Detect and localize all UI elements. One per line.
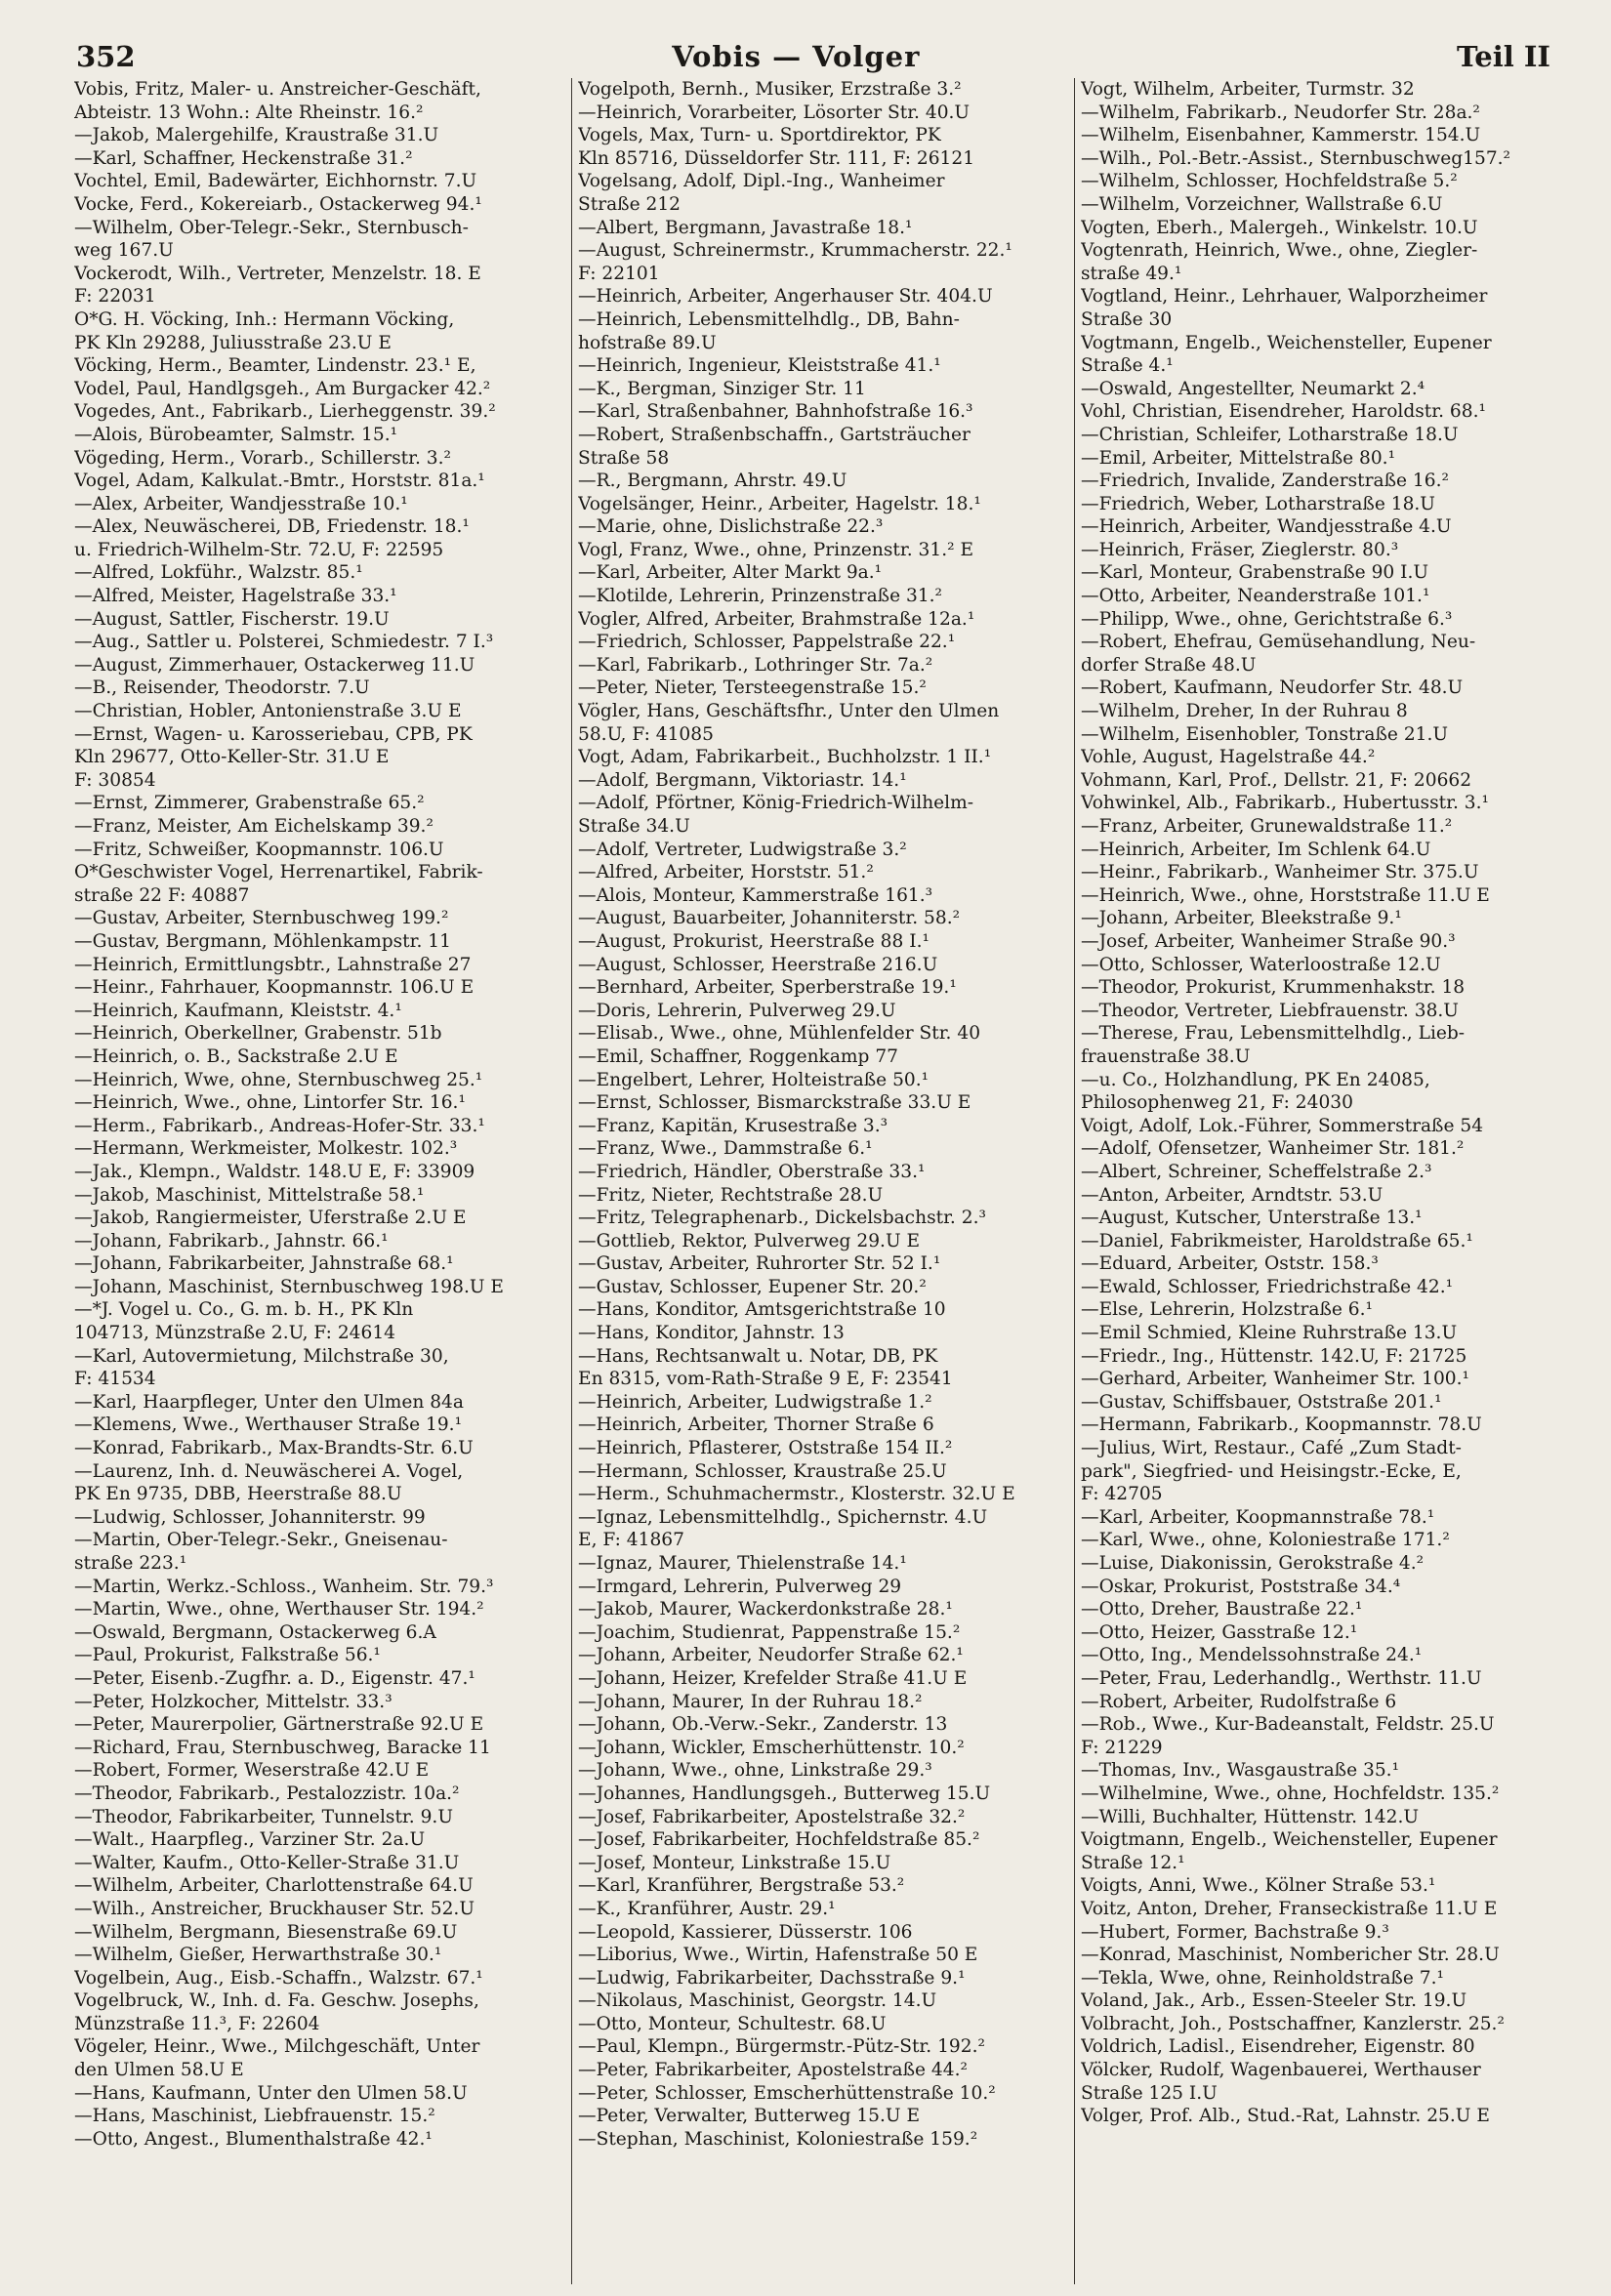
directory-entry: —Fritz, Nieter, Rechtstraße 28.U — [578, 1184, 884, 1206]
directory-entry: —Josef, Monteur, Linkstraße 15.U — [578, 1852, 891, 1873]
directory-entry: —Adolf, Ofensetzer, Wanheimer Str. 181.² — [1081, 1138, 1465, 1160]
directory-entry: —Paul, Prokurist, Falkstraße 56.¹ — [74, 1645, 381, 1666]
directory-entry: straße 223.¹ — [74, 1553, 187, 1574]
directory-entry: —Josef, Arbeiter, Wanheimer Straße 90.³ — [1081, 930, 1456, 952]
directory-entry: Voldrich, Ladisl., Eisendreher, Eigenstr. 80 — [1081, 2036, 1475, 2058]
column-right — [1074, 78, 1577, 2284]
directory-entry: straße 22 F: 40887 — [74, 884, 250, 906]
directory-entry: —Karl, Schaffner, Heckenstraße 31.² — [74, 147, 413, 169]
directory-entry: F: 21229 — [1081, 1737, 1163, 1758]
directory-entry: Vogler, Alfred, Arbeiter, Brahmstraße 12a.¹ — [578, 608, 975, 630]
directory-entry: —Heinrich, Fräser, Zieglerstr. 80.³ — [1081, 539, 1399, 560]
directory-entry: —Peter, Fabrikarbeiter, Apostelstraße 44.² — [578, 2060, 968, 2081]
directory-entry: —Fritz, Schweißer, Koopmannstr. 106.U — [74, 839, 444, 860]
directory-entry: —Friedrich, Schlosser, Pappelstraße 22.¹ — [578, 632, 956, 653]
directory-entry: Kln 29677, Otto-Keller-Str. 31.U E — [74, 747, 390, 768]
running-head: Vobis — Volger — [672, 40, 921, 73]
directory-entry: —Wilhelm, Vorzeichner, Wallstraße 6.U — [1081, 193, 1443, 215]
directory-entry: —August, Schlosser, Heerstraße 216.U — [578, 954, 938, 975]
directory-entry: 104713, Münzstraße 2.U, F: 24614 — [74, 1323, 395, 1344]
directory-entry: —Alfred, Arbeiter, Horststr. 51.² — [578, 862, 874, 883]
directory-entry: Volbracht, Joh., Postschaffner, Kanzlerstr. 25.² — [1081, 2013, 1505, 2034]
directory-entry: —Theodor, Prokurist, Krummenhakstr. 18 — [1081, 977, 1466, 999]
directory-entry: —Wilhelm, Arbeiter, Charlottenstraße 64.U — [74, 1875, 474, 1897]
directory-entry: —Franz, Meister, Am Eichelskamp 39.² — [74, 816, 434, 837]
directory-entry: —Karl, Haarpfleger, Unter den Ulmen 84a — [74, 1391, 464, 1413]
directory-entry: —Julius, Wirt, Restaur., Café „Zum Stadt- — [1081, 1438, 1462, 1459]
directory-entry: —Wilhelm, Eisenbahner, Kammerstr. 154.U — [1081, 125, 1481, 146]
directory-entry: —Robert, Straßenbschaffn., Gartsträucher — [578, 424, 971, 445]
directory-entry: —Elisab., Wwe., ohne, Mühlenfelder Str. 40 — [578, 1023, 981, 1045]
directory-entry: Münzstraße 11.³, F: 22604 — [74, 2013, 320, 2034]
page-number: 352 — [76, 40, 136, 73]
directory-entry: —August, Bauarbeiter, Johanniterstr. 58.² — [578, 908, 961, 929]
directory-entry: Vohle, August, Hagelstraße 44.² — [1081, 747, 1376, 768]
directory-entry: —Friedr., Ing., Hüttenstr. 142.U, F: 21725 — [1081, 1345, 1467, 1367]
directory-entry: —Adolf, Pförtner, König-Friedrich-Wilhelm- — [578, 793, 974, 814]
directory-entry: Straße 125 I.U — [1081, 2082, 1218, 2104]
directory-entry: —Karl, Straßenbahner, Bahnhofstraße 16.³ — [578, 401, 973, 423]
directory-entry: Vogt, Adam, Fabrikarbeit., Buchholzstr. 1 II.¹ — [578, 747, 992, 768]
directory-entry: —Heinrich, Wwe, ohne, Sternbuschweg 25.¹ — [74, 1069, 483, 1090]
directory-entry: PK En 9735, DBB, Heerstraße 88.U — [74, 1484, 402, 1505]
directory-entry: —Heinrich, Ingenieur, Kleiststraße 41.¹ — [578, 355, 941, 377]
directory-entry: —Heinrich, Wwe., ohne, Lintorfer Str. 16.¹ — [74, 1092, 466, 1114]
directory-entry: —Walter, Kaufm., Otto-Keller-Straße 31.U — [74, 1852, 460, 1873]
directory-entry: —Johann, Arbeiter, Neudorfer Straße 62.¹ — [578, 1645, 964, 1666]
directory-entry: u. Friedrich-Wilhelm-Str. 72.U, F: 22595 — [74, 539, 444, 560]
directory-entry: —Franz, Arbeiter, Grunewaldstraße 11.² — [1081, 816, 1453, 837]
directory-entry: —K., Kranführer, Austr. 29.¹ — [578, 1898, 836, 1919]
directory-entry: —August, Prokurist, Heerstraße 88 I.¹ — [578, 930, 929, 952]
directory-entry: —Emil, Schaffner, Roggenkamp 77 — [578, 1046, 899, 1067]
directory-entry: Straße 34.U — [578, 816, 690, 837]
directory-entry: —R., Bergmann, Ahrstr. 49.U — [578, 471, 847, 492]
directory-entry: —Ernst, Wagen- u. Karosseriebau, CPB, PK — [74, 723, 473, 745]
directory-entry: Kln 85716, Düsseldorfer Str. 111, F: 26121 — [578, 147, 975, 169]
directory-entry: —Hermann, Schlosser, Kraustraße 25.U — [578, 1460, 947, 1482]
directory-entry: —Ludwig, Schlosser, Johanniterstr. 99 — [74, 1506, 426, 1528]
directory-entry: —Gottlieb, Rektor, Pulverweg 29.U E — [578, 1230, 921, 1251]
directory-entry: —Tekla, Wwe, ohne, Reinholdstraße 7.¹ — [1081, 1967, 1444, 1988]
directory-entry: —Martin, Werkz.-Schloss., Wanheim. Str. 79.³ — [74, 1576, 494, 1597]
directory-entry: —Gustav, Schiffsbauer, Oststraße 201.¹ — [1081, 1391, 1442, 1413]
directory-entry: —Oswald, Bergmann, Ostackerweg 6.A — [74, 1621, 436, 1643]
directory-entry: —Wilhelm, Dreher, In der Ruhrau 8 — [1081, 701, 1408, 722]
directory-entry: —Karl, Arbeiter, Alter Markt 9a.¹ — [578, 562, 883, 584]
directory-entry: —Peter, Maurerpolier, Gärtnerstraße 92.U E — [74, 1714, 484, 1736]
directory-entry: den Ulmen 58.U E — [74, 2060, 244, 2081]
directory-entry: PK Kln 29288, Juliusstraße 23.U E — [74, 332, 392, 353]
directory-entry: —Ernst, Zimmerer, Grabenstraße 65.² — [74, 793, 425, 814]
directory-entry: —Theodor, Vertreter, Liebfrauenstr. 38.U — [1081, 1000, 1459, 1021]
directory-entry: En 8315, vom-Rath-Straße 9 E, F: 23541 — [578, 1369, 953, 1390]
directory-entry: 58.U, F: 41085 — [578, 723, 714, 745]
directory-entry: —August, Schreinermstr., Krummacherstr. 22.¹ — [578, 240, 1012, 262]
directory-entry: —Peter, Nieter, Tersteegenstraße 15.² — [578, 677, 927, 699]
directory-entry: Straße 12.¹ — [1081, 1852, 1185, 1873]
directory-entry: Vohwinkel, Alb., Fabrikarb., Hubertusstr. 3.¹ — [1081, 793, 1489, 814]
directory-entry: F: 41534 — [74, 1369, 156, 1390]
directory-entry: Straße 4.¹ — [1081, 355, 1174, 377]
directory-entry: —Karl, Fabrikarb., Lothringer Str. 7a.² — [578, 654, 933, 676]
directory-entry: Vogelbein, Aug., Eisb.-Schaffn., Walzstr. 67.¹ — [74, 1967, 483, 1988]
directory-entry: —Heinr., Fabrikarb., Wanheimer Str. 375.U — [1081, 862, 1479, 883]
directory-entry: —Otto, Heizer, Gasstraße 12.¹ — [1081, 1621, 1358, 1643]
directory-entry: —Aug., Sattler u. Polsterei, Schmiedestr. 7 I.³ — [74, 632, 494, 653]
directory-entry: —Otto, Arbeiter, Neanderstraße 101.¹ — [1081, 586, 1430, 607]
directory-entry: —Otto, Dreher, Baustraße 22.¹ — [1081, 1599, 1363, 1620]
directory-entry: —Peter, Eisenb.-Zugfhr. a. D., Eigenstr. 47.¹ — [74, 1667, 475, 1689]
directory-entry: —u. Co., Holzhandlung, PK En 24085, — [1081, 1069, 1430, 1090]
directory-entry: —Konrad, Maschinist, Nombericher Str. 28.U — [1081, 1945, 1500, 1966]
directory-entry: —Otto, Monteur, Schultestr. 68.U — [578, 2013, 887, 2034]
directory-entry: —Ludwig, Fabrikarbeiter, Dachsstraße 9.¹ — [578, 1967, 966, 1988]
directory-entry: —Richard, Frau, Sternbuschweg, Baracke 11 — [74, 1737, 491, 1758]
directory-entry: Philosophenweg 21, F: 24030 — [1081, 1092, 1353, 1114]
directory-entry: —Thomas, Inv., Wasgaustraße 35.¹ — [1081, 1760, 1400, 1782]
directory-entry: —Konrad, Fabrikarb., Max-Brandts-Str. 6.U — [74, 1438, 474, 1459]
directory-entry: —Liborius, Wwe., Wirtin, Hafenstraße 50 E — [578, 1945, 978, 1966]
directory-entry: —Johann, Heizer, Krefelder Straße 41.U E — [578, 1667, 968, 1689]
directory-entry: —Johann, Ob.-Verw.-Sekr., Zanderstr. 13 — [578, 1714, 948, 1736]
directory-entry: —Walt., Haarpfleg., Varziner Str. 2a.U — [74, 1829, 426, 1851]
directory-entry: —Christian, Schleifer, Lotharstraße 18.U — [1081, 424, 1459, 445]
directory-entry: Vohmann, Karl, Prof., Dellstr. 21, F: 20662 — [1081, 769, 1472, 791]
directory-entry: —Gustav, Arbeiter, Ruhrorter Str. 52 I.¹ — [578, 1253, 941, 1275]
directory-entry: —Christian, Hobler, Antonienstraße 3.U E — [74, 701, 462, 722]
directory-entry: O*G. H. Vöcking, Inh.: Hermann Vöcking, — [74, 308, 455, 330]
directory-entry: —Heinr., Fahrhauer, Koopmannstr. 106.U E — [74, 977, 475, 999]
directory-entry: Volger, Prof. Alb., Stud.-Rat, Lahnstr. 25.U E — [1081, 2106, 1490, 2127]
directory-entry: —August, Sattler, Fischerstr. 19.U — [74, 608, 390, 630]
directory-entry: Vogtmann, Engelb., Weichensteller, Eupener — [1081, 332, 1492, 353]
directory-entry: —Nikolaus, Maschinist, Georgstr. 14.U — [578, 1990, 937, 2012]
directory-entry: —Heinrich, Oberkellner, Grabenstr. 51b — [74, 1023, 442, 1045]
directory-entry: —Heinrich, Pflasterer, Oststraße 154 II.² — [578, 1438, 953, 1459]
directory-entry: Vochtel, Emil, Badewärter, Eichhornstr. 7.U — [74, 171, 477, 192]
directory-entry: —Emil, Arbeiter, Mittelstraße 80.¹ — [1081, 447, 1396, 469]
directory-entry: —Wilhelm, Fabrikarb., Neudorfer Str. 28a.² — [1081, 102, 1480, 123]
directory-entry: —B., Reisender, Theodorstr. 7.U — [74, 677, 370, 699]
directory-entry: Vohl, Christian, Eisendreher, Haroldstr. 68.¹ — [1081, 401, 1486, 423]
directory-entry: Voigtmann, Engelb., Weichensteller, Eupener — [1081, 1829, 1498, 1851]
directory-entry: —Eduard, Arbeiter, Oststr. 158.³ — [1081, 1253, 1379, 1275]
directory-entry: —Else, Lehrerin, Holzstraße 6.¹ — [1081, 1299, 1373, 1321]
directory-entry: —Marie, ohne, Dislichstraße 22.³ — [578, 516, 884, 538]
directory-entry: weg 167.U — [74, 240, 174, 262]
directory-entry: Vogelsang, Adolf, Dipl.-Ing., Wanheimer — [578, 171, 945, 192]
directory-entry: —Klotilde, Lehrerin, Prinzenstraße 31.² — [578, 586, 943, 607]
directory-entry: —Hans, Konditor, Jahnstr. 13 — [578, 1323, 845, 1344]
directory-entry: —Peter, Verwalter, Butterweg 15.U E — [578, 2106, 921, 2127]
directory-entry: —Gerhard, Arbeiter, Wanheimer Str. 100.¹ — [1081, 1369, 1469, 1390]
directory-entry: —Joachim, Studienrat, Pappenstraße 15.² — [578, 1621, 961, 1643]
directory-entry: —Alex, Arbeiter, Wandjesstraße 10.¹ — [74, 493, 408, 514]
directory-entry: —Jakob, Maschinist, Mittelstraße 58.¹ — [74, 1184, 425, 1206]
directory-entry: Voitz, Anton, Dreher, Franseckistraße 11.U E — [1081, 1898, 1498, 1919]
directory-entry: —Alfred, Meister, Hagelstraße 33.¹ — [74, 586, 397, 607]
directory-entry: —Friedrich, Weber, Lotharstraße 18.U — [1081, 493, 1435, 514]
directory-entry: —Rob., Wwe., Kur-Badeanstalt, Feldstr. 25.U — [1081, 1714, 1495, 1736]
directory-entry: —Robert, Former, Weserstraße 42.U E — [74, 1760, 430, 1782]
directory-entry: —Heinrich, o. B., Sackstraße 2.U E — [74, 1046, 398, 1067]
directory-entry: —Doris, Lehrerin, Pulverweg 29.U — [578, 1000, 896, 1021]
directory-entry: —Josef, Fabrikarbeiter, Apostelstraße 32.² — [578, 1806, 966, 1827]
directory-entry: —Leopold, Kassierer, Düsserstr. 106 — [578, 1921, 913, 1943]
directory-entry: —Johann, Wwe., ohne, Linkstraße 29.³ — [578, 1760, 932, 1782]
columns — [68, 78, 1606, 2284]
directory-entry: —Johann, Wickler, Emscherhüttenstr. 10.² — [578, 1737, 965, 1758]
directory-entry: —Heinrich, Lebensmittelhdlg., DB, Bahn- — [578, 308, 960, 330]
directory-entry: —Robert, Arbeiter, Rudolfstraße 6 — [1081, 1691, 1397, 1712]
directory-entry: E, F: 41867 — [578, 1530, 684, 1551]
directory-entry: —Hans, Maschinist, Liebfrauenstr. 15.² — [74, 2106, 435, 2127]
directory-entry: —Gustav, Bergmann, Möhlenkampstr. 11 — [74, 930, 451, 952]
directory-entry: —Herm., Fabrikarb., Andreas-Hofer-Str. 33.¹ — [74, 1115, 485, 1136]
directory-entry: —Daniel, Fabrikmeister, Haroldstraße 65.¹ — [1081, 1230, 1473, 1251]
directory-entry: Vocke, Ferd., Kokereiarb., Ostackerweg 94.¹ — [74, 193, 482, 215]
directory-entry: —K., Bergman, Sinziger Str. 11 — [578, 378, 866, 399]
directory-entry: —Franz, Wwe., Dammstraße 6.¹ — [578, 1138, 873, 1160]
column-left — [68, 78, 571, 2284]
directory-entry: —Alex, Neuwäscherei, DB, Friedenstr. 18.¹ — [74, 516, 470, 538]
directory-entry: —Karl, Monteur, Grabenstraße 90 I.U — [1081, 562, 1429, 584]
directory-entry: —Willi, Buchhalter, Hüttenstr. 142.U — [1081, 1806, 1420, 1827]
directory-entry: —Theodor, Fabrikarb., Pestalozzistr. 10a.² — [74, 1783, 460, 1804]
directory-entry: Vogtenrath, Heinrich, Wwe., ohne, Ziegler- — [1081, 240, 1478, 262]
directory-entry: —Hermann, Fabrikarb., Koopmannstr. 78.U — [1081, 1414, 1482, 1436]
directory-entry: —Gustav, Schlosser, Eupener Str. 20.² — [578, 1276, 927, 1297]
directory-entry: —Peter, Holzkocher, Mittelstr. 33.³ — [74, 1691, 392, 1712]
directory-entry: —Peter, Frau, Lederhandlg., Werthstr. 11.U — [1081, 1667, 1482, 1689]
directory-entry: —Jak., Klempn., Waldstr. 148.U E, F: 33909 — [74, 1161, 475, 1182]
directory-entry: F: 22031 — [74, 286, 156, 308]
directory-entry: Voigts, Anni, Wwe., Kölner Straße 53.¹ — [1081, 1875, 1436, 1897]
directory-entry: Vodel, Paul, Handlgsgeh., Am Burgacker 42.² — [74, 378, 491, 399]
directory-entry: —Paul, Klempn., Bürgermstr.-Pütz-Str. 192.² — [578, 2036, 985, 2058]
directory-entry: —Robert, Kaufmann, Neudorfer Str. 48.U — [1081, 677, 1464, 699]
directory-entry: —August, Zimmerhauer, Ostackerweg 11.U — [74, 654, 475, 676]
directory-entry: —Josef, Fabrikarbeiter, Hochfeldstraße 85.² — [578, 1829, 980, 1851]
directory-entry: —Friedrich, Händler, Oberstraße 33.¹ — [578, 1161, 926, 1182]
directory-entry: —Karl, Autovermietung, Milchstraße 30, — [74, 1345, 449, 1367]
directory-entry: —Herm., Schuhmachermstr., Klosterstr. 32.U E — [578, 1484, 1015, 1505]
directory-entry: —Engelbert, Lehrer, Holteistraße 50.¹ — [578, 1069, 929, 1090]
directory-entry: Vögeler, Heinr., Wwe., Milchgeschäft, Unter — [74, 2036, 480, 2058]
directory-entry: —Laurenz, Inh. d. Neuwäscherei A. Vogel, — [74, 1460, 464, 1482]
directory-entry: —Philipp, Wwe., ohne, Gerichtstraße 6.³ — [1081, 608, 1453, 630]
directory-entry: —Ewald, Schlosser, Friedrichstraße 42.¹ — [1081, 1276, 1454, 1297]
directory-entry: —Otto, Ing., Mendelssohnstraße 24.¹ — [1081, 1645, 1423, 1666]
directory-entry: —Johannes, Handlungsgeh., Butterweg 15.U — [578, 1783, 991, 1804]
directory-entry: —Wilhelm, Bergmann, Biesenstraße 69.U — [74, 1921, 458, 1943]
directory-entry: —Wilhelmine, Wwe., ohne, Hochfeldstr. 135.² — [1081, 1783, 1500, 1804]
directory-entry: —Alfred, Lokführ., Walzstr. 85.¹ — [74, 562, 363, 584]
directory-entry: —Albert, Bergmann, Javastraße 18.¹ — [578, 217, 913, 238]
directory-entry: Vogtland, Heinr., Lehrhauer, Walporzheimer — [1081, 286, 1488, 308]
directory-entry: —Heinrich, Kaufmann, Kleiststr. 4.¹ — [74, 1000, 402, 1021]
directory-entry: Straße 58 — [578, 447, 670, 469]
directory-entry: —Bernhard, Arbeiter, Sperberstraße 19.¹ — [578, 977, 957, 999]
directory-entry: —Johann, Fabrikarb., Jahnstr. 66.¹ — [74, 1230, 389, 1251]
directory-entry: Vogt, Wilhelm, Arbeiter, Turmstr. 32 — [1081, 79, 1415, 100]
directory-entry: —Alois, Bürobeamter, Salmstr. 15.¹ — [74, 424, 398, 445]
directory-entry: Vogedes, Ant., Fabrikarb., Lierheggenstr. 39.² — [74, 401, 496, 423]
directory-entry: —Heinrich, Arbeiter, Wandjesstraße 4.U — [1081, 516, 1452, 538]
directory-entry: —Johann, Maschinist, Sternbuschweg 198.U E — [74, 1276, 505, 1297]
directory-entry: —Robert, Ehefrau, Gemüsehandlung, Neu- — [1081, 632, 1476, 653]
directory-entry: Vöcking, Herm., Beamter, Lindenstr. 23.¹ E, — [74, 355, 476, 377]
directory-entry: —Heinrich, Arbeiter, Ludwigstraße 1.² — [578, 1391, 932, 1413]
directory-entry: —Ignaz, Lebensmittelhdlg., Spichernstr. 4.U — [578, 1506, 988, 1528]
directory-entry: Voigt, Adolf, Lok.-Führer, Sommerstraße 54 — [1081, 1115, 1484, 1136]
directory-entry: —Ernst, Schlosser, Bismarckstraße 33.U E — [578, 1092, 971, 1114]
directory-entry: Vogelpoth, Bernh., Musiker, Erzstraße 3.² — [578, 79, 962, 100]
directory-entry: —Jakob, Rangiermeister, Uferstraße 2.U E — [74, 1208, 467, 1229]
directory-entry: —Klemens, Wwe., Werthauser Straße 19.¹ — [74, 1414, 463, 1436]
directory-entry: Vobis, Fritz, Maler- u. Anstreicher-Geschäft, — [74, 79, 481, 100]
directory-entry: —Hermann, Werkmeister, Molkestr. 102.³ — [74, 1138, 458, 1160]
directory-entry: —Hans, Konditor, Amtsgerichtstraße 10 — [578, 1299, 946, 1321]
directory-entry: park", Siegfried- und Heisingstr.-Ecke, E, — [1081, 1460, 1462, 1482]
directory-entry: —Irmgard, Lehrerin, Pulverweg 29 — [578, 1576, 902, 1597]
directory-entry: Vogelsänger, Heinr., Arbeiter, Hagelstr. 18.¹ — [578, 493, 981, 514]
directory-entry: —Therese, Frau, Lebensmittelhdlg., Lieb- — [1081, 1023, 1466, 1045]
directory-entry: —Martin, Ober-Telegr.-Sekr., Gneisenau- — [74, 1530, 448, 1551]
directory-entry: —Hans, Rechtsanwalt u. Notar, DB, PK — [578, 1345, 938, 1367]
directory-entry: straße 49.¹ — [1081, 263, 1182, 284]
directory-entry: —Peter, Schlosser, Emscherhüttenstraße 10.² — [578, 2082, 996, 2104]
directory-entry: —Heinrich, Vorarbeiter, Lösorter Str. 40.U — [578, 102, 971, 123]
directory-entry: —Heinrich, Arbeiter, Thorner Straße 6 — [578, 1414, 934, 1436]
directory-entry: —Albert, Schreiner, Scheffelstraße 2.³ — [1081, 1161, 1432, 1182]
directory-entry: —Wilhelm, Eisenhobler, Tonstraße 21.U — [1081, 723, 1449, 745]
directory-entry: frauenstraße 38.U — [1081, 1046, 1251, 1067]
column-middle — [571, 78, 1074, 2284]
directory-entry: —Martin, Wwe., ohne, Werthauser Str. 194.² — [74, 1599, 484, 1620]
directory-entry: dorfer Straße 48.U — [1081, 654, 1257, 676]
directory-entry: —Ignaz, Maurer, Thielenstraße 14.¹ — [578, 1553, 907, 1574]
directory-entry: —August, Kutscher, Unterstraße 13.¹ — [1081, 1208, 1423, 1229]
directory-entry: —Luise, Diakonissin, Gerokstraße 4.² — [1081, 1553, 1425, 1574]
directory-entry: —Wilhelm, Ober-Telegr.-Sekr., Sternbusch- — [74, 217, 469, 238]
directory-entry: F: 42705 — [1081, 1484, 1163, 1505]
directory-entry: —Otto, Angest., Blumenthalstraße 42.¹ — [74, 2128, 433, 2150]
directory-entry: —Alois, Monteur, Kammerstraße 161.³ — [578, 884, 933, 906]
directory-entry: —Otto, Schlosser, Waterloostraße 12.U — [1081, 954, 1441, 975]
directory-entry: Vögler, Hans, Geschäftsfhr., Unter den Ulmen — [578, 701, 1000, 722]
directory-entry: —Fritz, Telegraphenarb., Dickelsbachstr. 2.³ — [578, 1208, 986, 1229]
directory-entry: —Wilh., Pol.-Betr.-Assist., Sternbuschweg157.² — [1081, 147, 1511, 169]
directory-entry: Vockerodt, Wilh., Vertreter, Menzelstr. 18. E — [74, 263, 481, 284]
directory-entry: —Friedrich, Invalide, Zanderstraße 16.² — [1081, 471, 1449, 492]
directory-entry: —Theodor, Fabrikarbeiter, Tunnelstr. 9.U — [74, 1806, 453, 1827]
directory-entry: Vogels, Max, Turn- u. Sportdirektor, PK — [578, 125, 941, 146]
directory-entry: hofstraße 89.U — [578, 332, 717, 353]
directory-entry: Voland, Jak., Arb., Essen-Steeler Str. 19.U — [1081, 1990, 1467, 2012]
directory-entry: —Johann, Fabrikarbeiter, Jahnstraße 68.¹ — [74, 1253, 454, 1275]
directory-entry: Straße 212 — [578, 193, 682, 215]
directory-entry: F: 22101 — [578, 263, 660, 284]
directory-entry: —Gustav, Arbeiter, Sternbuschweg 199.² — [74, 908, 449, 929]
directory-entry: —Wilhelm, Schlosser, Hochfeldstraße 5.² — [1081, 171, 1458, 192]
directory-entry: —Johann, Arbeiter, Bleekstraße 9.¹ — [1081, 908, 1402, 929]
directory-entry: —Stephan, Maschinist, Koloniestraße 159.² — [578, 2128, 978, 2150]
directory-entry: —Karl, Arbeiter, Koopmannstraße 78.¹ — [1081, 1506, 1435, 1528]
directory-entry: —Heinrich, Wwe., ohne, Horststraße 11.U E — [1081, 884, 1490, 906]
directory-entry: —Hans, Kaufmann, Unter den Ulmen 58.U — [74, 2082, 468, 2104]
directory-entry: —Wilhelm, Gießer, Herwarthstraße 30.¹ — [74, 1945, 442, 1966]
directory-entry: —Oskar, Prokurist, Poststraße 34.⁴ — [1081, 1576, 1401, 1597]
directory-entry: —Jakob, Maurer, Wackerdonkstraße 28.¹ — [578, 1599, 953, 1620]
directory-entry: —Anton, Arbeiter, Arndtstr. 53.U — [1081, 1184, 1384, 1206]
part-label: Teil II — [1457, 40, 1550, 73]
directory-entry: Vogelbruck, W., Inh. d. Fa. Geschw. Josephs, — [74, 1990, 479, 2012]
directory-entry: Völcker, Rudolf, Wagenbauerei, Werthauser — [1081, 2060, 1481, 2081]
directory-entry: Abteistr. 13 Wohn.: Alte Rheinstr. 16.² — [74, 102, 424, 123]
directory-entry: —Adolf, Vertreter, Ludwigstraße 3.² — [578, 839, 907, 860]
directory-entry: —Heinrich, Arbeiter, Angerhauser Str. 404.U — [578, 286, 993, 308]
directory-entry: —Adolf, Bergmann, Viktoriastr. 14.¹ — [578, 769, 907, 791]
directory-entry: O*Geschwister Vogel, Herrenartikel, Fabrik- — [74, 862, 483, 883]
directory-entry: —Karl, Kranführer, Bergstraße 53.² — [578, 1875, 905, 1897]
directory-entry: —Heinrich, Ermittlungsbtr., Lahnstraße 27 — [74, 954, 472, 975]
directory-entry: —Johann, Maurer, In der Ruhrau 18.² — [578, 1691, 923, 1712]
directory-entry: —Hubert, Former, Bachstraße 9.³ — [1081, 1921, 1389, 1943]
directory-entry: Vogten, Eberh., Malergeh., Winkelstr. 10.U — [1081, 217, 1478, 238]
directory-entry: —Jakob, Malergehilfe, Kraustraße 31.U — [74, 125, 439, 146]
directory-entry: —*J. Vogel u. Co., G. m. b. H., PK Kln — [74, 1299, 414, 1321]
directory-entry: Vogel, Adam, Kalkulat.-Bmtr., Horststr. 81a.¹ — [74, 471, 485, 492]
directory-entry: Vogl, Franz, Wwe., ohne, Prinzenstr. 31.² E — [578, 539, 974, 560]
directory-entry: —Karl, Wwe., ohne, Koloniestraße 171.² — [1081, 1530, 1450, 1551]
directory-entry: —Heinrich, Arbeiter, Im Schlenk 64.U — [1081, 839, 1431, 860]
directory-entry: —Franz, Kapitän, Krusestraße 3.³ — [578, 1115, 888, 1136]
directory-entry: —Emil Schmied, Kleine Ruhrstraße 13.U — [1081, 1323, 1458, 1344]
page-header — [76, 29, 1550, 84]
directory-entry: F: 30854 — [74, 769, 156, 791]
directory-entry: —Oswald, Angestellter, Neumarkt 2.⁴ — [1081, 378, 1425, 399]
directory-entry: Straße 30 — [1081, 308, 1173, 330]
directory-entry: —Wilh., Anstreicher, Bruckhauser Str. 52.U — [74, 1898, 475, 1919]
directory-entry: Vögeding, Herm., Vorarb., Schillerstr. 3.² — [74, 447, 451, 469]
